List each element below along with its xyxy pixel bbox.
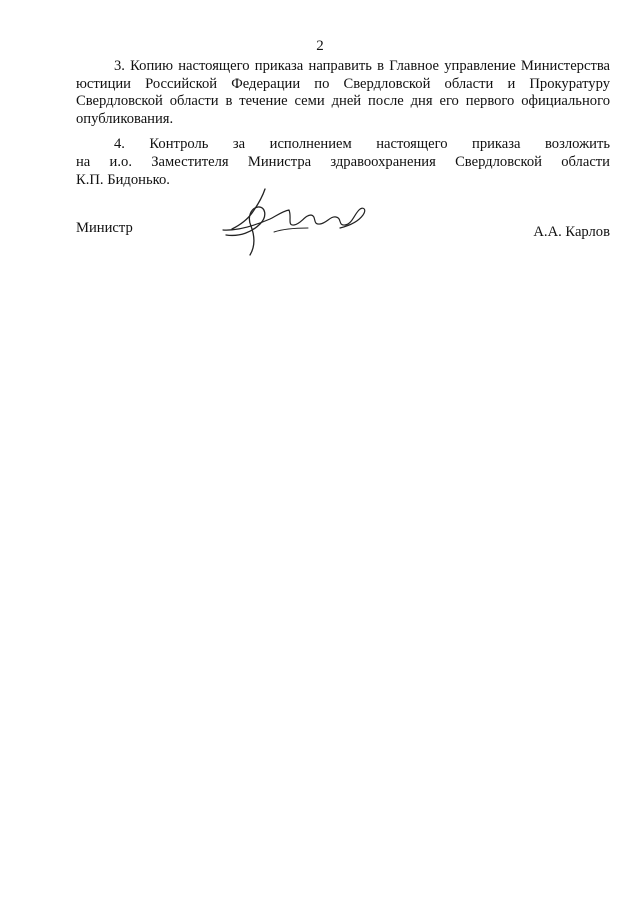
paragraph-gap: [76, 128, 610, 136]
document-body: [76, 58, 610, 189]
paragraph-line: опубликования.: [76, 110, 174, 127]
signer-name: А.А. Карлов: [533, 224, 610, 240]
paragraph-3: [76, 58, 610, 128]
paragraph-line: Свердловской области в течение семи дней после дня его первого официального: [76, 93, 610, 110]
signature-block: [76, 182, 610, 262]
signer-role: Министр: [76, 220, 133, 236]
page-number: 2: [316, 38, 324, 54]
paragraph-line: на и.о. Заместителя Министра здравоохранения Свердловской области: [76, 153, 610, 170]
paragraph-line: 3. Копию настоящего приказа направить в Главное управление Министерства: [114, 58, 610, 74]
paragraph-line: 4. Контроль за исполнением настоящего приказа возложить: [114, 136, 610, 153]
paragraph-line: К.П. Бидонько.: [76, 171, 170, 188]
handwritten-signature-icon: [216, 182, 376, 260]
paragraph-line: юстиции Российской Федерации по Свердловской области и Прокуратуру: [76, 75, 610, 92]
